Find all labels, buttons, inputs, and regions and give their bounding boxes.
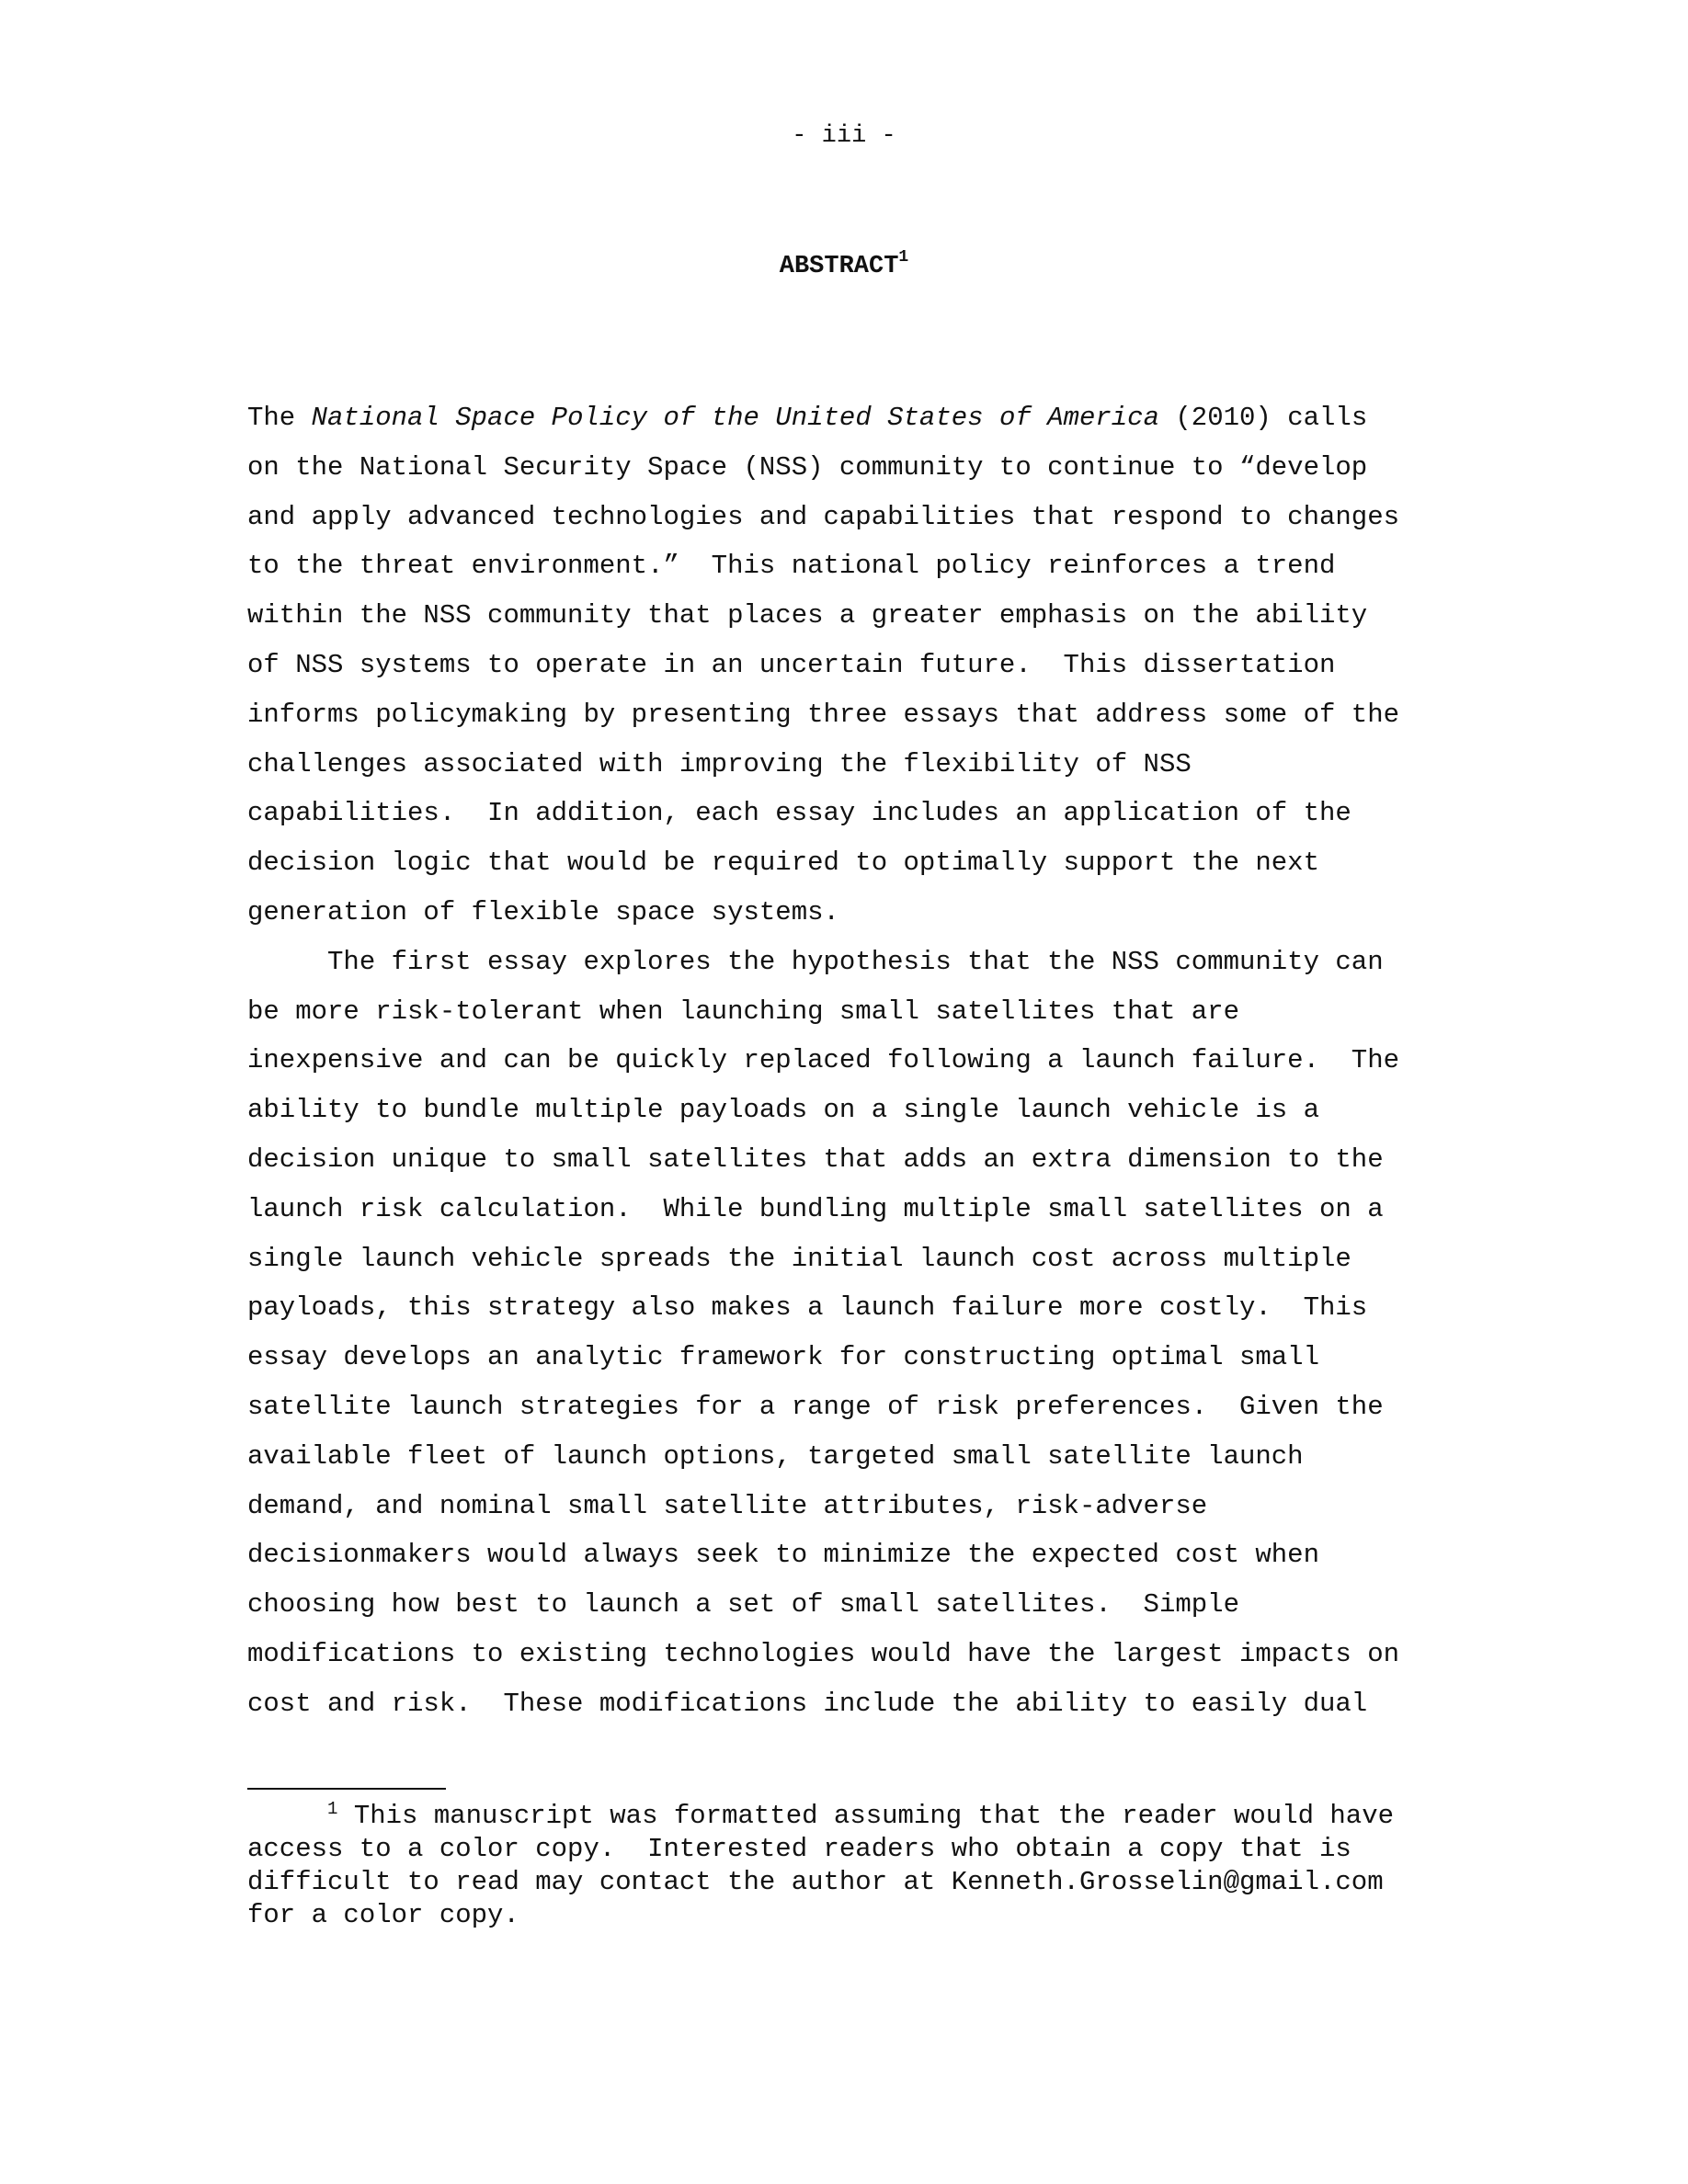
abstract-heading [0, 248, 1688, 285]
abstract-line: challenges associated with improving the flexibility of NSS [247, 748, 1192, 779]
abstract-line: modifications to existing technologies would have the largest impacts on [247, 1638, 1400, 1669]
abstract-line: available fleet of launch options, targeted small satellite launch [247, 1440, 1304, 1472]
abstract-line: generation of flexible space systems. [247, 896, 839, 927]
abstract-line: be more risk-tolerant when launching small satellites that are [247, 995, 1239, 1027]
abstract-line: decisionmakers would always seek to minimize the expected cost when [247, 1540, 1319, 1571]
footnote-divider [247, 1788, 446, 1790]
abstract-line: decision unique to small satellites that adds an extra dimension to the [247, 1143, 1384, 1175]
abstract-line: The first essay explores the hypothesis that the NSS community can [247, 946, 1384, 977]
footnote-line: for a color copy. [247, 1900, 519, 1930]
heading-footnote-ref: 1 [898, 248, 909, 267]
abstract-line: capabilities. In addition, each essay includes an application of the [247, 798, 1352, 829]
abstract-line: to the threat environment.” This national policy reinforces a trend [247, 551, 1336, 582]
abstract-line-text: The [247, 403, 312, 433]
footnote-line: difficult to read may contact the author at Kenneth.Grosselin@gmail.com [247, 1867, 1384, 1897]
abstract-line: decision logic that would be required to optimally support the next [247, 847, 1319, 879]
abstract-line: inexpensive and can be quickly replaced following a launch failure. The [247, 1045, 1400, 1076]
footnote-marker: 1 [327, 1799, 338, 1819]
abstract-line: informs policymaking by presenting three essays that address some of the [247, 699, 1400, 730]
abstract-line: choosing how best to launch a set of small satellites. Simple [247, 1589, 1239, 1621]
abstract-line-text: (2010) calls [1158, 403, 1368, 433]
abstract-line: launch risk calculation. While bundling multiple small satellites on a [247, 1193, 1384, 1224]
page-number: - iii - [792, 122, 896, 150]
abstract-line: cost and risk. These modifications include the ability to easily dual [247, 1688, 1368, 1719]
abstract-line: of NSS systems to operate in an uncertain future. This dissertation [247, 649, 1336, 680]
abstract-line: demand, and nominal small satellite attributes, risk-adverse [247, 1490, 1208, 1521]
abstract-line: within the NSS community that places a greater emphasis on the ability [247, 600, 1368, 631]
policy-title: National Space Policy of the United States of America [311, 403, 1159, 433]
abstract-line: on the National Security Space (NSS) community to continue to “develop [247, 451, 1368, 483]
abstract-line [247, 393, 1479, 443]
abstract-line: payloads, this strategy also makes a launch failure more costly. This [247, 1292, 1368, 1324]
footnote-indent [247, 1801, 327, 1831]
footnote [247, 1800, 1479, 1932]
abstract-line: satellite launch strategies for a range of risk preferences. Given the [247, 1391, 1384, 1422]
abstract-line: ability to bundle multiple payloads on a single launch vehicle is a [247, 1095, 1319, 1126]
footnote-line: access to a color copy. Interested readers who obtain a copy that is [247, 1834, 1352, 1864]
footnote-line [247, 1800, 1479, 1833]
abstract-line: and apply advanced technologies and capabilities that respond to changes [247, 501, 1400, 532]
abstract-heading-text: ABSTRACT [779, 253, 899, 280]
abstract-line: single launch vehicle spreads the initial launch cost across multiple [247, 1243, 1352, 1274]
footnote-line-text: This manuscript was formatted assuming that the reader would have [337, 1801, 1395, 1831]
abstract-body [247, 393, 1479, 1729]
abstract-line: essay develops an analytic framework for constructing optimal small [247, 1342, 1319, 1373]
